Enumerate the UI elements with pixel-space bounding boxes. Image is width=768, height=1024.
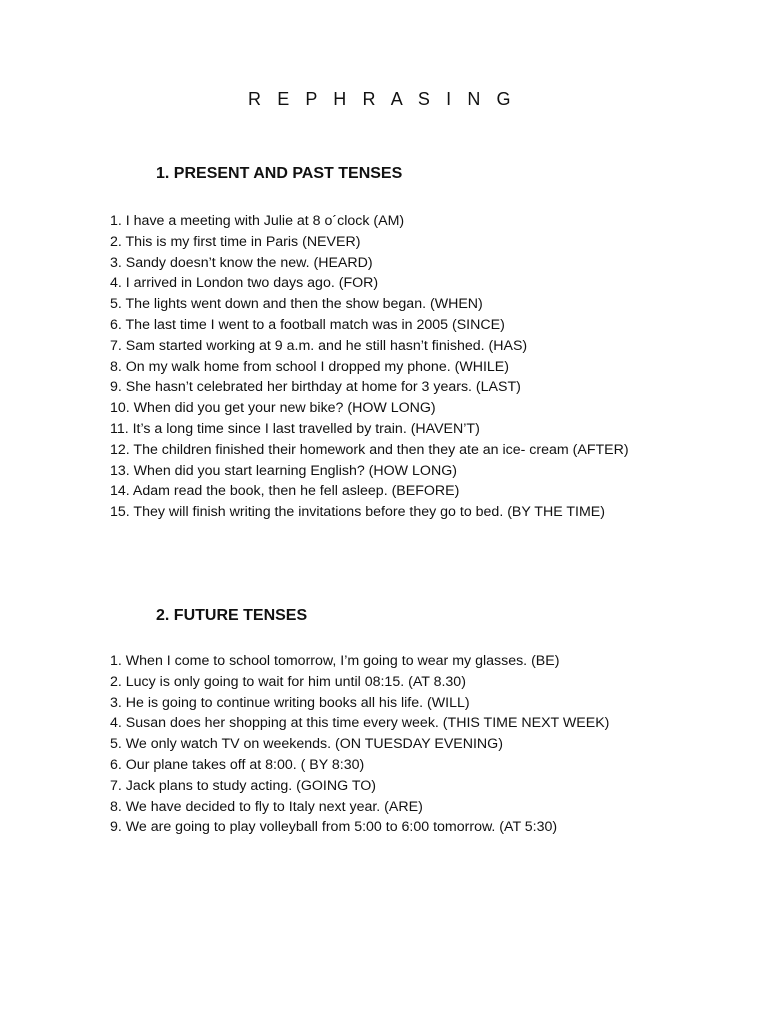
exercise-item: 9. We are going to play volleyball from 5:00 to 6:00 tomorrow. (AT 5:30)	[110, 819, 558, 836]
exercise-item: 8. We have decided to fly to Italy next year. (ARE)	[110, 798, 423, 815]
document-title: R E P H R A S I N G	[248, 89, 517, 109]
exercise-item: 7. Jack plans to study acting. (GOING TO)	[110, 777, 376, 794]
exercise-item: 6. The last time I went to a football match was in 2005 (SINCE)	[110, 316, 505, 333]
exercise-item: 6. Our plane takes off at 8:00. ( BY 8:30)	[110, 756, 365, 773]
exercise-item: 5. We only watch TV on weekends. (ON TUESDAY EVENING)	[110, 736, 503, 753]
section-heading-future: 2. FUTURE TENSES	[156, 607, 308, 624]
exercise-item: 15. They will finish writing the invitations before they go to bed. (BY THE TIME)	[110, 504, 605, 521]
exercise-item: 5. The lights went down and then the show began. (WHEN)	[110, 296, 483, 313]
exercise-list-future	[110, 651, 650, 838]
exercise-item: 8. On my walk home from school I dropped my phone. (WHILE)	[110, 358, 509, 375]
exercise-item: 14. Adam read the book, then he fell asleep. (BEFORE)	[110, 483, 460, 500]
exercise-list-present-past	[110, 211, 650, 523]
exercise-item: 11. It’s a long time since I last travelled by train. (HAVEN’T)	[110, 420, 480, 437]
exercise-item: 9. She hasn’t celebrated her birthday at home for 3 years. (LAST)	[110, 379, 521, 396]
exercise-item: 4. I arrived in London two days ago. (FOR)	[110, 275, 379, 292]
exercise-item: 1. When I come to school tomorrow, I’m going to wear my glasses. (BE)	[110, 653, 560, 669]
exercise-item: 4. Susan does her shopping at this time every week. (THIS TIME NEXT WEEK)	[110, 715, 610, 732]
exercise-item: 10. When did you get your new bike? (HOW LONG)	[110, 400, 436, 417]
section-heading-present-past: 1. PRESENT AND PAST TENSES	[156, 165, 403, 182]
exercise-item: 1. I have a meeting with Julie at 8 o´clock (AM)	[110, 213, 405, 229]
exercise-item: 2. This is my first time in Paris (NEVER)	[110, 233, 361, 250]
exercise-item: 7. Sam started working at 9 a.m. and he still hasn’t finished. (HAS)	[110, 337, 528, 354]
exercise-item: 12. The children finished their homework and then they ate an ice- cream (AFTER)	[110, 441, 629, 458]
exercise-item: 2. Lucy is only going to wait for him until 08:15. (AT 8.30)	[110, 673, 466, 690]
exercise-item: 3. Sandy doesn’t know the new. (HEARD)	[110, 254, 373, 271]
exercise-item: 3. He is going to continue writing books all his life. (WILL)	[110, 694, 470, 711]
exercise-item: 13. When did you start learning English? (HOW LONG)	[110, 462, 457, 479]
